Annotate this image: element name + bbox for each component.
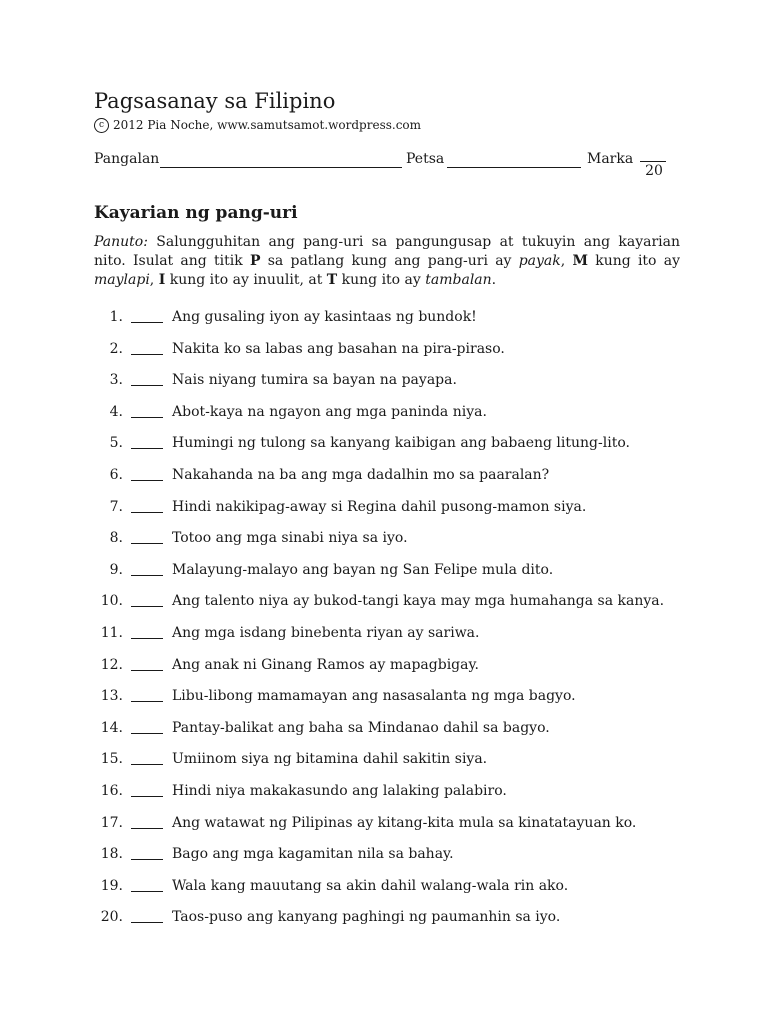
item-sentence: Humingi ng tulong sa kanyang kaibigan ang babaeng litung-lito. [172,435,630,452]
answer-blank[interactable] [131,891,163,892]
item-sentence: Ang talento niya ay bukod-tangi kaya may mga humahanga sa kanya. [172,593,665,610]
item-sentence: Ang mga isdang binebenta riyan ay sariwa. [172,624,480,641]
list-item [94,681,674,713]
item-sentence: Hindi nakikipag-away si Regina dahil pusong-mamon siya. [172,498,587,515]
item-sentence: Malayung-malayo ang bayan ng San Felipe mula dito. [172,561,554,578]
date-label: Petsa [406,151,445,167]
section-title: Kayarian ng pang-uri [94,203,298,223]
item-sentence: Nakahanda na ba ang mga dadalhin mo sa paaralan? [172,466,550,483]
list-item [94,397,674,429]
list-item [94,744,674,776]
item-sentence: Nais niyang tumira sa bayan na payapa. [172,372,457,389]
answer-blank[interactable] [131,448,163,449]
answer-blank[interactable] [131,385,163,386]
answer-blank[interactable] [131,733,163,734]
list-item [94,428,674,460]
item-number: 15. [100,751,123,768]
item-number: 3. [109,372,123,389]
item-sentence: Pantay-balikat ang baha sa Mindanao dahil sa bagyo. [172,719,550,736]
list-item [94,776,674,808]
answer-blank[interactable] [131,828,163,829]
score-field[interactable] [640,161,666,162]
answer-blank[interactable] [131,859,163,860]
answer-blank[interactable] [131,701,163,702]
item-number: 6. [109,466,123,483]
item-number: 5. [109,435,123,452]
item-number: 18. [100,846,123,863]
answer-blank[interactable] [131,322,163,323]
item-sentence: Libu-libong mamamayan ang nasasalanta ng mga bagyo. [172,688,576,705]
item-sentence: Umiinom siya ng bitamina dahil sakitin siya. [172,751,488,768]
list-item [94,302,674,334]
item-sentence: Wala kang mauutang sa akin dahil walang-wala rin ako. [172,877,569,894]
answer-blank[interactable] [131,512,163,513]
answer-blank[interactable] [131,606,163,607]
score-total: 20 [645,163,663,179]
item-sentence: Taos-puso ang kanyang paghingi ng paumanhin sa iyo. [172,909,561,926]
list-item [94,713,674,745]
list-item [94,586,674,618]
list-item [94,808,674,840]
list-item [94,492,674,524]
answer-blank[interactable] [131,480,163,481]
list-item [94,871,674,903]
item-number: 4. [109,403,123,420]
item-number: 10. [100,593,123,610]
answer-blank[interactable] [131,764,163,765]
score-label: Marka [587,151,634,167]
panuto-label: Panuto: [94,234,148,250]
list-item [94,365,674,397]
item-number: 9. [109,561,123,578]
list-item [94,555,674,587]
item-number: 20. [100,909,123,926]
item-sentence: Bago ang mga kagamitan nila sa bahay. [172,846,454,863]
item-sentence: Ang watawat ng Pilipinas ay kitang-kita mula sa kinatatayuan ko. [172,814,637,831]
copyright-line [94,117,674,133]
item-number: 19. [100,877,123,894]
answer-blank[interactable] [131,670,163,671]
item-number: 12. [100,656,123,673]
page-title: Pagsasanay sa Filipino [94,89,336,113]
item-number: 8. [109,530,123,547]
item-number: 14. [100,719,123,736]
exercise-list [94,302,674,934]
copyright-text: 2012 Pia Noche, www.samutsamot.wordpress.com [113,118,422,132]
student-info-fields [94,145,674,185]
copyright-icon: c [94,118,109,133]
answer-blank[interactable] [131,575,163,576]
list-item [94,523,674,555]
item-number: 13. [100,688,123,705]
item-number: 7. [109,498,123,515]
item-sentence: Hindi niya makakasundo ang lalaking palabiro. [172,782,507,799]
item-sentence: Totoo ang mga sinabi niya sa iyo. [172,530,408,547]
answer-blank[interactable] [131,354,163,355]
list-item [94,334,674,366]
list-item [94,618,674,650]
date-field[interactable] [447,167,581,168]
answer-blank[interactable] [131,796,163,797]
item-number: 1. [109,309,123,325]
list-item [94,650,674,682]
name-label: Pangalan [94,151,160,167]
list-item [94,839,674,871]
item-sentence: Nakita ko sa labas ang basahan na pira-piraso. [172,340,505,357]
item-sentence: Abot-kaya na ngayon ang mga paninda niya. [172,403,487,420]
list-item [94,460,674,492]
item-number: 2. [109,340,123,357]
item-number: 17. [100,814,123,831]
item-number: 16. [100,782,123,799]
item-sentence: Ang anak ni Ginang Ramos ay mapagbigay. [172,656,479,673]
answer-blank[interactable] [131,922,163,923]
list-item [94,902,674,934]
item-number: 11. [100,624,123,641]
worksheet-page [94,88,680,934]
name-field[interactable] [160,167,402,168]
item-sentence: Ang gusaling iyon ay kasintaas ng bundok! [172,309,477,325]
answer-blank[interactable] [131,543,163,544]
instructions: Panuto: Salungguhitan ang pang-uri sa pangungusap at tukuyin ang kayarian nito. Isulat ang titik P sa patlang kung ang pang-uri ay payak, M kung ito ay maylapi, I kung ito ay inuulit, at T kung ito ay tambalan. [94,234,680,288]
answer-blank[interactable] [131,638,163,639]
answer-blank[interactable] [131,417,163,418]
